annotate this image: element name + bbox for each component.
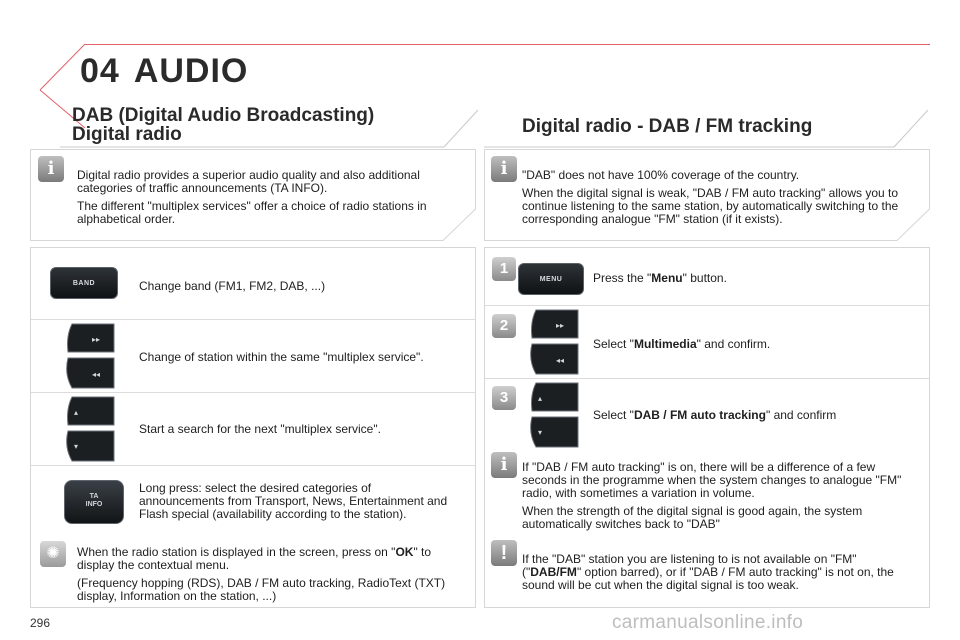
row-divider bbox=[485, 378, 929, 379]
left-title-line1: DAB (Digital Audio Broadcasting) bbox=[72, 105, 375, 126]
row-search-text: Start a search for the next "multiplex service". bbox=[139, 422, 381, 436]
right-info2-text bbox=[522, 461, 918, 536]
left-tip-text bbox=[77, 546, 462, 608]
right-title-underline bbox=[484, 104, 930, 148]
watermark: carmanualsonline.info bbox=[612, 612, 804, 633]
ta-label: TA bbox=[89, 493, 99, 500]
page-number: 296 bbox=[30, 616, 51, 630]
svg-text:◂◂: ◂◂ bbox=[92, 370, 101, 379]
row-seek-text: Change of station within the same "multiplex service". bbox=[139, 350, 424, 364]
svg-text:▸▸: ▸▸ bbox=[92, 335, 101, 344]
left-tip-p2: (Frequency hopping (RDS), DAB / FM auto tracking, RadioText (TXT) display, Information on the station, ...) bbox=[77, 576, 446, 603]
warning-icon: ! bbox=[491, 540, 517, 566]
row-ta-text: Long press: select the desired categories of announcements from Transport, News, Entertainment and Flash special (availability according to the station). bbox=[139, 481, 448, 521]
ta-info-button[interactable] bbox=[64, 480, 124, 524]
info-icon: i bbox=[491, 452, 517, 478]
right-warning-text: If the "DAB" station you are listening to is not available on "FM" ("DAB/FM" option barred), or if "DAB / FM auto tracking" is not on, the sound will be cut when the digital signal is too weak. bbox=[522, 552, 894, 592]
chapter-number: 04 bbox=[80, 52, 120, 90]
tip-icon: ✺ bbox=[40, 541, 66, 567]
updown-knob-icon[interactable] bbox=[62, 395, 116, 463]
row-divider bbox=[31, 392, 475, 393]
info-icon: i bbox=[38, 156, 64, 182]
chapter-title: AUDIO bbox=[133, 52, 249, 90]
step-3-text: Select "DAB / FM auto tracking" and confirm bbox=[593, 408, 837, 422]
svg-text:◂◂: ◂◂ bbox=[556, 356, 565, 365]
right-info-text bbox=[522, 169, 918, 231]
right-info-p2: When the digital signal is weak, "DAB / FM auto tracking" allows you to continue listening to the same station, by automatically switching to the corresponding analogue "FM" station (if it exists). bbox=[522, 186, 899, 226]
right-info2-p1: If "DAB / FM auto tracking" is on, there will be a difference of a few seconds in the programme when the system changes to analogue "FM" radio, with sometimes a variation in volume. bbox=[522, 460, 902, 500]
left-title-underline bbox=[60, 104, 480, 148]
left-info-p1: Digital radio provides a superior audio quality and also additional categories of traffic announcements (TA INFO). bbox=[77, 168, 420, 195]
header-rule bbox=[85, 44, 930, 45]
left-title-line2: Digital radio bbox=[72, 124, 182, 145]
left-tip-p1: When the radio station is displayed in the screen, press on "OK" to display the contextual menu. bbox=[77, 545, 432, 572]
left-info-text bbox=[77, 169, 457, 231]
info-icon: i bbox=[491, 156, 517, 182]
menu-button[interactable]: MENU bbox=[518, 263, 584, 295]
right-section-title: Digital radio - DAB / FM tracking bbox=[522, 116, 813, 137]
step-2-icon: 2 bbox=[492, 314, 516, 338]
svg-text:▴: ▴ bbox=[74, 408, 79, 417]
svg-text:▾: ▾ bbox=[74, 442, 79, 451]
band-button[interactable]: BAND bbox=[50, 267, 118, 299]
row-band-text: Change band (FM1, FM2, DAB, ...) bbox=[139, 279, 326, 293]
step-1-icon: 1 bbox=[492, 257, 516, 281]
right-info-p1: "DAB" does not have 100% coverage of the country. bbox=[522, 168, 800, 182]
info-label: INFO bbox=[85, 501, 103, 508]
step-1-text: Press the "Menu" button. bbox=[593, 271, 727, 285]
seek-knob-icon[interactable] bbox=[526, 308, 580, 376]
left-info-p2: The different "multiplex services" offer a choice of radio stations in alphabetical order. bbox=[77, 199, 427, 226]
row-divider bbox=[485, 305, 929, 306]
step-2-text: Select "Multimedia" and confirm. bbox=[593, 337, 771, 351]
row-divider bbox=[31, 319, 475, 320]
svg-text:▴: ▴ bbox=[538, 394, 543, 403]
svg-text:▾: ▾ bbox=[538, 428, 543, 437]
updown-knob-icon[interactable] bbox=[526, 381, 580, 449]
right-info2-p2: When the strength of the digital signal is good again, the system automatically switches back to "DAB" bbox=[522, 504, 863, 531]
row-divider bbox=[31, 465, 475, 466]
step-3-icon: 3 bbox=[492, 386, 516, 410]
chapter-heading bbox=[80, 52, 248, 91]
svg-text:▸▸: ▸▸ bbox=[556, 321, 565, 330]
seek-knob-icon[interactable] bbox=[62, 322, 116, 390]
